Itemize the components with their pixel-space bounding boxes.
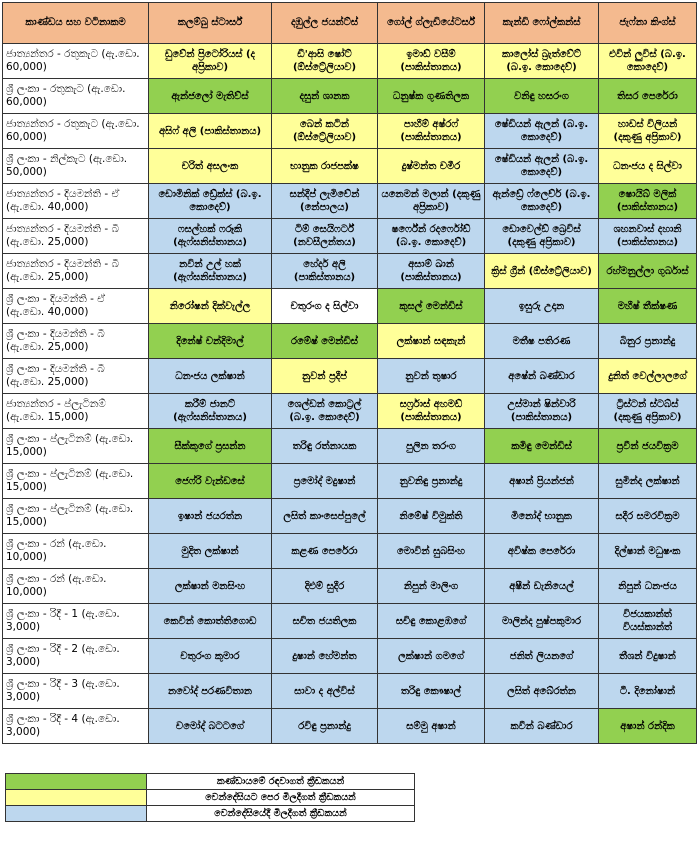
player-cell: රමේෂ් මෙන්ඩිස්: [272, 324, 378, 359]
player-cell: ජෙෆ්රි වැන්ඩසේ: [149, 464, 272, 499]
category-cell: ශ්‍රී ලංකා - දියමන්ති - බී (ඇ.ඩො. 25,000): [3, 359, 149, 394]
player-cell: දිල්ෂාන් මධුෂංක: [599, 534, 697, 569]
player-cell: දුෂ්මන්ත චමීර: [378, 149, 485, 184]
player-cell: ධනංජය ද සිල්වා: [599, 149, 697, 184]
player-cell: අෂාන් රන්දික: [599, 709, 697, 744]
table-row: [3, 219, 697, 254]
player-cell: තීශන් විදුෂාන්: [599, 639, 697, 674]
table-row: [3, 184, 697, 219]
player-cell: චතුරංග ද සිල්වා: [272, 289, 378, 324]
player-cell: යනෙමන් මලාන් (දකුණු අප්‍රිකාව): [378, 184, 485, 219]
category-cell: ශ්‍රී ලංකා - නිල්කැට (ඇ.ඩො. 50,000): [3, 149, 149, 184]
category-cell: ශ්‍රී ලංකා - ප්ලැටිනම් (ඇ.ඩො. 15,000): [3, 429, 149, 464]
player-cell: තිසර පෙරේරා: [599, 79, 697, 114]
player-cell: හේදර් අලි (පාකිස්තානය): [272, 254, 378, 289]
player-cell: විජයකාන්ත් වියස්කාන්ත්: [599, 604, 697, 639]
player-cell: ඇන්ඩ්‍රේ ෆ්ලෙච්ර් (බ.ඉ. කොදෙව්): [485, 184, 599, 219]
category-cell: ශ්‍රී ලංකා - රිදී - 4 (ඇ.ඩො. 3,000): [3, 709, 149, 744]
player-cell: දුෂාන් හේමන්ත: [272, 639, 378, 674]
legend-text: වෙන්දේසියට පෙර මිලදීගත් ක්‍රීඩකයන්: [147, 790, 415, 806]
player-cell: අවිෂ්ක පෙරේරා: [485, 534, 599, 569]
player-cell: සන්දීප් ලැමිචේන් (නේපාලය): [272, 184, 378, 219]
player-cell: ට්‍රිස්ටන් ස්ටබ්ස් (දකුණු අප්‍රිකාව): [599, 394, 697, 429]
squad-table-header: [3, 3, 697, 44]
table-row: [3, 394, 697, 429]
player-cell: ෆසල්හක් ෆරූකි (ඇෆ්ඝනිස්තානය): [149, 219, 272, 254]
table-row: [3, 254, 697, 289]
player-cell: ඩොමිනික් ඩ්‍රේක්ස් (බ.ඉ. කොදෙව්): [149, 184, 272, 219]
player-cell: බිනුර ප්‍රනාන්දු: [599, 324, 697, 359]
player-cell: සීක්කුගේ ප්‍රසන්න: [149, 429, 272, 464]
player-cell: නුවන් ප්‍රදීප්: [272, 359, 378, 394]
header-category: කාණ්ඩය සහ වටිනාකම: [3, 3, 149, 44]
player-cell: නිපුන් මාලිංග: [378, 569, 485, 604]
player-cell: ෂොයිබ් මලික් (පාකිස්තානය): [599, 184, 697, 219]
table-row: [3, 534, 697, 569]
player-cell: ධනංජය ලක්ෂාන්: [149, 359, 272, 394]
player-cell: සදීර සමරවික්‍රම: [599, 499, 697, 534]
player-cell: ප්‍රවීන් ජයවික්‍රම: [599, 429, 697, 464]
player-cell: කෙවින් කොත්තිගොඩ: [149, 604, 272, 639]
player-cell: දිළුම් සුදීර: [272, 569, 378, 604]
player-cell: සචිත ජයතිලක: [272, 604, 378, 639]
player-cell: නුවනිඳු ප්‍රනාන්දු: [378, 464, 485, 499]
legend-row: [6, 806, 415, 822]
player-cell: චරිත් අසලංක: [149, 149, 272, 184]
legend-row: [6, 774, 415, 790]
table-row: [3, 324, 697, 359]
category-cell: ශ්‍රී ලංකා - රිදී - 1 (ඇ.ඩො. 3,000): [3, 604, 149, 639]
category-cell: ශ්‍රී ලංකා - දියමන්ති - බී (ඇ.ඩො. 25,000): [3, 324, 149, 359]
player-cell: ඇන්ජලෝ මැතිව්ස්: [149, 79, 272, 114]
legend-swatch: [6, 806, 147, 822]
category-cell: ජාත්‍යන්තර - රතුකැට (ඇ.ඩො. 60,000): [3, 114, 149, 149]
player-cell: ෂේඩියන් ඇලන් (බ.ඉ. කොදෙව්): [485, 149, 599, 184]
table-row: [3, 79, 697, 114]
header-dambulla-giants: දඹුල්ල ජයන්ට්ස්: [272, 3, 378, 44]
player-cell: ලක්ෂාන් ගමගේ: [378, 639, 485, 674]
category-cell: ශ්‍රී ලංකා - රතුකැට (ඇ.ඩො. 60,000): [3, 79, 149, 114]
player-cell: සර්ෆ්‍රාස් අහමඩ් (පාකිස්තානය): [378, 394, 485, 429]
player-cell: පාහීම් අෂ්රෆ් (පාකිස්තානය): [378, 114, 485, 149]
category-cell: ජාත්‍යන්තර - රතුකැට (ඇ.ඩො. 60,000): [3, 44, 149, 79]
player-cell: ෂේඩියන් ඇලන් (බ.ඉ. කොදෙව්): [485, 114, 599, 149]
player-cell: ටී. දිනෝෂාන්: [599, 674, 697, 709]
table-row: [3, 359, 697, 394]
player-cell: ජනිත් ලියනගේ: [485, 639, 599, 674]
player-cell: ශහනවාස් දහානි (පාකිස්තානය): [599, 219, 697, 254]
player-cell: දිනේෂ් චන්දිමාල්: [149, 324, 272, 359]
table-row: [3, 604, 697, 639]
header-jaffna-kings: ජැෆ්නා කිංග්ස්: [599, 3, 697, 44]
table-row: [3, 674, 697, 709]
player-cell: ලක්ෂාන් සඳකැන්: [378, 324, 485, 359]
squad-table-body: [3, 44, 697, 744]
player-cell: ධනුෂ්ක ගුණතිලක: [378, 79, 485, 114]
player-cell: රහ්මනුල්ලා ගුර්බාස්: [599, 254, 697, 289]
player-cell: අෂාන් ප්‍රියන්ජන්: [485, 464, 599, 499]
player-cell: නුවන් තුෂාර: [378, 359, 485, 394]
player-cell: තරිඳු රත්නායක: [272, 429, 378, 464]
player-cell: මතීෂ පතිරණ: [485, 324, 599, 359]
player-cell: ඉෂාන් ජයරත්න: [149, 499, 272, 534]
player-cell: අසාම් ඛාන් (පාකිස්තානය): [378, 254, 485, 289]
table-row: [3, 464, 697, 499]
player-cell: ෂර්ෆේන් රදර්ෆෝඩ් (බ.ඉ. කොදෙව්): [378, 219, 485, 254]
player-cell: අෂේන් බණ්ඩාර: [485, 359, 599, 394]
legend-swatch: [6, 774, 147, 790]
player-cell: ක්‍රිස් ග්‍රීන් (ඕස්ට්‍රේලියාව): [485, 254, 599, 289]
player-cell: උස්මාන් ෂින්වාරි (පාකිස්තානය): [485, 394, 599, 429]
player-cell: තරිඳු කෞෂාල්: [378, 674, 485, 709]
player-cell: චතුරංග කුමාර: [149, 639, 272, 674]
player-cell: කවීන් බණ්ඩාර: [485, 709, 599, 744]
player-cell: අෂීන් ඩැනියෙල්: [485, 569, 599, 604]
player-cell: මිනෝද් භානුක: [485, 499, 599, 534]
legend-text: කණ්ඩායමේ රඳවාගත් ක්‍රීඩකයන්: [147, 774, 415, 790]
player-cell: භානුක රාජපක්ෂ: [272, 149, 378, 184]
player-cell: සම්මු අෂාන්: [378, 709, 485, 744]
player-cell: දසුන් ශානක: [272, 79, 378, 114]
category-cell: ජාත්‍යන්තර - දියමන්ති - බී (ඇ.ඩො. 25,000): [3, 219, 149, 254]
player-cell: ලසිත් අබේරත්න: [485, 674, 599, 709]
player-cell: ලක්ෂාන් මනසිංහ: [149, 569, 272, 604]
player-cell: ටිම් සෙයිෆර්ට් (නවසීලන්තය): [272, 219, 378, 254]
player-cell: නිමේෂ් විමුක්ති: [378, 499, 485, 534]
player-cell: හාඩස් විලියන් (දකුණු අප්‍රිකාව): [599, 114, 697, 149]
table-row: [3, 429, 697, 464]
squad-table: [2, 2, 697, 744]
category-cell: ශ්‍රී ලංකා - රිදී - 2 (ඇ.ඩො. 3,000): [3, 639, 149, 674]
player-cell: වනිඳු හසරංග: [485, 79, 599, 114]
player-cell: චමෝද් බටටගේ: [149, 709, 272, 744]
player-cell: ඩී'ආසි ෂෝට් (ඕස්ට්‍රේලියාව): [272, 44, 378, 79]
category-cell: ශ්‍රී ලංකා - රන් (ඇ.ඩො. 10,000): [3, 534, 149, 569]
player-cell: මහීෂ් තීක්ෂණ: [599, 289, 697, 324]
category-cell: ශ්‍රී ලංකා - රන් (ඇ.ඩො. 10,000): [3, 569, 149, 604]
table-row: [3, 289, 697, 324]
category-cell: ජාත්‍යන්තර - දියමන්ති - ඒ (ඇ.ඩො. 40,000): [3, 184, 149, 219]
legend-swatch: [6, 790, 147, 806]
player-cell: බෙන් කටින් (ඕස්ට්‍රේලියාව): [272, 114, 378, 149]
legend-text: වෙන්දේසියේදී මිලදීගත් ක්‍රීඩකයන්: [147, 806, 415, 822]
player-cell: ඩුවේන් ප්‍රිටෝරියස් (ද අප්‍රිකාව): [149, 44, 272, 79]
header-galle-gladiators: ගෝල් ග්ලැඩියේටර්ස්: [378, 3, 485, 44]
header-kandy-falcons: කැන්ඩි ෆෝල්කන්ස්: [485, 3, 599, 44]
category-cell: ශ්‍රී ලංකා - ප්ලැටිනම් (ඇ.ඩො. 15,000): [3, 464, 149, 499]
legend-row: [6, 790, 415, 806]
player-cell: ශෙල්ඩන් කොට්‍රල් (බ.ඉ. කොදෙව්): [272, 394, 378, 429]
table-row: [3, 639, 697, 674]
player-cell: රවිඳු ප්‍රනාන්දු: [272, 709, 378, 744]
player-cell: මාලින්ද පුෂ්පකුමාර: [485, 604, 599, 639]
player-cell: අසිෆ් අලි (පාකිස්තානය): [149, 114, 272, 149]
player-cell: ඩොවෙල්ඩ් බ්‍රෙවිස් (දකුණු අප්‍රිකාව): [485, 219, 599, 254]
table-row: [3, 114, 697, 149]
table-row: [3, 709, 697, 744]
legend: [5, 773, 415, 822]
table-row: [3, 44, 697, 79]
player-cell: දුනිත් වෙල්ලාලගේ: [599, 359, 697, 394]
category-cell: ශ්‍රී ලංකා - රිදී - 3 (ඇ.ඩො. 3,000): [3, 674, 149, 709]
player-cell: සුමින්ද ලක්ෂාන්: [599, 464, 697, 499]
player-cell: ඉමාඩ් වසීම් (පාකිස්තානය): [378, 44, 485, 79]
player-cell: නවෝද් පරණවිතාන: [149, 674, 272, 709]
player-cell: මුදිත ලක්ෂාන්: [149, 534, 272, 569]
header-colombo-stars: කලම්බු ස්ටාර්ස්: [149, 3, 272, 44]
player-cell: කරීම් ජානට් (ඇෆ්ඝනිස්තානය): [149, 394, 272, 429]
player-cell: කමිඳු මෙන්ඩිස්: [485, 429, 599, 464]
table-row: [3, 149, 697, 184]
category-cell: ජාත්‍යන්තර - දියමන්ති - බී (ඇ.ඩො. 25,000): [3, 254, 149, 289]
player-cell: කළණ පෙරේරා: [272, 534, 378, 569]
player-cell: සාවා ද අල්විස්: [272, 674, 378, 709]
category-cell: ශ්‍රී ලංකා - ප්ලැටිනම් (ඇ.ඩො. 15,000): [3, 499, 149, 534]
player-cell: එවින් ලුවිස් (බ.ඉ. කොදෙව්): [599, 44, 697, 79]
legend-body: [6, 774, 415, 822]
header-row: [3, 3, 697, 44]
category-cell: ජාත්‍යන්තර - ප්ලැටිනම් (ඇ.ඩො. 15,000): [3, 394, 149, 429]
category-cell: ශ්‍රී ලංකා - දියමන්ති - ඒ (ඇ.ඩො. 40,000): [3, 289, 149, 324]
player-cell: ලසිත් කාංසෙප්පුලේ: [272, 499, 378, 534]
player-cell: පුලින තරංග: [378, 429, 485, 464]
player-cell: ඉසුරු උදාන: [485, 289, 599, 324]
player-cell: නිපුන් ධනංජය: [599, 569, 697, 604]
table-row: [3, 499, 697, 534]
player-cell: කුසල් මෙන්ඩිස්: [378, 289, 485, 324]
player-cell: මොවින් සුබසිංහ: [378, 534, 485, 569]
table-row: [3, 569, 697, 604]
player-cell: නවින් උල් හක් (ඇෆ්ඝනිස්තානය): [149, 254, 272, 289]
player-cell: සචිඳු කොළඹගේ: [378, 604, 485, 639]
player-cell: කාලෝස් බ්‍රැත්වේට් (බ.ඉ. කොදෙව්): [485, 44, 599, 79]
player-cell: ප්‍රමෝද් මදුෂාන්: [272, 464, 378, 499]
player-cell: නිරෝෂන් දික්වැල්ල: [149, 289, 272, 324]
